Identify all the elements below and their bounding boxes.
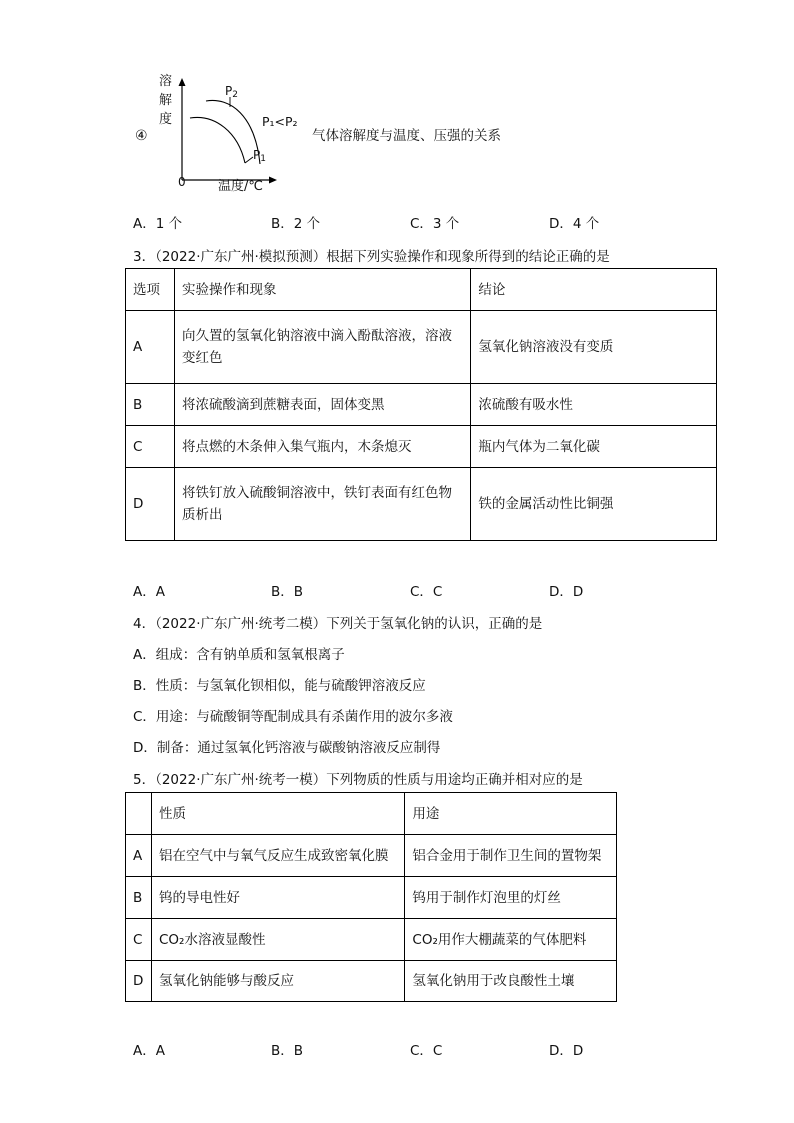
q4-choice-d[interactable]: D．制备：通过氢氧化钙溶液与碳酸钠溶液反应制得 <box>133 740 441 756</box>
table-row <box>126 426 717 468</box>
table-row <box>126 835 617 877</box>
q3-options <box>133 580 693 600</box>
option-c[interactable]: C．3 个 <box>410 216 460 232</box>
q5-table <box>125 792 617 1002</box>
q4-choice-c[interactable]: C．用途：与硫酸铜等配制成具有杀菌作用的波尔多液 <box>133 709 453 725</box>
option-a[interactable]: A．A <box>133 584 165 600</box>
row-use: CO₂用作大棚蔬菜的气体肥料 <box>405 919 617 961</box>
row-operation: 向久置的氢氧化钠溶液中滴入酚酞溶液，溶液变红色 <box>174 311 470 384</box>
row-option: B <box>126 384 175 426</box>
table-row <box>126 919 617 961</box>
table-header-row <box>126 269 717 311</box>
p2-label: $P_2$ <box>225 84 238 100</box>
header-option: 选项 <box>126 269 175 311</box>
row-use: 钨用于制作灯泡里的灯丝 <box>405 877 617 919</box>
table-header-row <box>126 793 617 835</box>
option-b[interactable]: B．2 个 <box>271 216 321 232</box>
pressure-relation: P₁<P₂ <box>262 114 298 129</box>
row-option: B <box>126 877 152 919</box>
row-option: C <box>126 919 152 961</box>
x-axis-label: 温度/℃ <box>218 179 263 194</box>
p1-leader <box>245 157 253 163</box>
row-use: 氢氧化钠用于改良酸性土壤 <box>405 961 617 1002</box>
q4-choice-a[interactable]: A．组成：含有钠单质和氢氧根离子 <box>133 647 345 663</box>
solubility-graph <box>130 70 320 200</box>
item-marker: ④ <box>135 128 148 144</box>
q5-stem: 5．（2022·广东广州·统考一模）下列物质的性质与用途均正确并相对应的是 <box>133 772 583 788</box>
q4-stem: 4．（2022·广东广州·统考二模）下列关于氢氧化钠的认识，正确的是 <box>133 616 543 632</box>
row-conclusion: 铁的金属活动性比铜强 <box>471 468 717 541</box>
option-a[interactable]: A．1 个 <box>133 216 183 232</box>
header-property: 性质 <box>151 793 404 835</box>
option-d[interactable]: D．D <box>549 1043 584 1059</box>
table-row <box>126 877 617 919</box>
table-row <box>126 384 717 426</box>
row-conclusion: 瓶内气体为二氧化碳 <box>471 426 717 468</box>
row-operation: 将铁钉放入硫酸铜溶液中，铁钉表面有红色物质析出 <box>174 468 470 541</box>
y-axis-arrow <box>179 78 186 86</box>
row-property: 氢氧化钠能够与酸反应 <box>151 961 404 1002</box>
y-axis-label: 溶 解 度 <box>159 74 173 127</box>
row-option: A <box>126 835 152 877</box>
p1-label: $P_1$ <box>253 148 266 164</box>
header-use: 用途 <box>405 793 617 835</box>
row-use: 铝合金用于制作卫生间的置物架 <box>405 835 617 877</box>
row-option: D <box>126 961 152 1002</box>
q2-options <box>133 212 693 232</box>
row-operation: 将点燃的木条伸入集气瓶内，木条熄灭 <box>174 426 470 468</box>
header-operation: 实验操作和现象 <box>174 269 470 311</box>
x-axis-arrow <box>269 177 277 184</box>
option-c[interactable]: C．C <box>410 1043 443 1059</box>
q3-stem: 3．（2022·广东广州·模拟预测）根据下列实验操作和现象所得到的结论正确的是 <box>133 249 610 265</box>
q4-choice-b[interactable]: B．性质：与氢氧化钡相似，能与硫酸钾溶液反应 <box>133 678 426 694</box>
curve-p1 <box>190 117 245 163</box>
q3-table <box>125 268 717 541</box>
origin-label: 0 <box>178 175 186 189</box>
row-property: 钨的导电性好 <box>151 877 404 919</box>
table-row <box>126 311 717 384</box>
row-option: A <box>126 311 175 384</box>
graph-caption: 气体溶解度与温度、压强的关系 <box>312 128 501 144</box>
row-conclusion: 氢氧化钠溶液没有变质 <box>471 311 717 384</box>
header-option <box>126 793 152 835</box>
option-a[interactable]: A．A <box>133 1043 165 1059</box>
table-row <box>126 468 717 541</box>
curve-p2 <box>206 100 260 164</box>
table-row <box>126 961 617 1002</box>
row-option: D <box>126 468 175 541</box>
option-b[interactable]: B．B <box>271 1043 304 1059</box>
option-d[interactable]: D．4 个 <box>549 216 600 232</box>
row-conclusion: 浓硫酸有吸水性 <box>471 384 717 426</box>
option-b[interactable]: B．B <box>271 584 304 600</box>
row-operation: 将浓硫酸滴到蔗糖表面，固体变黑 <box>174 384 470 426</box>
row-property: 铝在空气中与氧气反应生成致密氧化膜 <box>151 835 404 877</box>
row-option: C <box>126 426 175 468</box>
option-d[interactable]: D．D <box>549 584 584 600</box>
option-c[interactable]: C．C <box>410 584 443 600</box>
header-conclusion: 结论 <box>471 269 717 311</box>
row-property: CO₂水溶液显酸性 <box>151 919 404 961</box>
q5-options <box>133 1039 693 1059</box>
